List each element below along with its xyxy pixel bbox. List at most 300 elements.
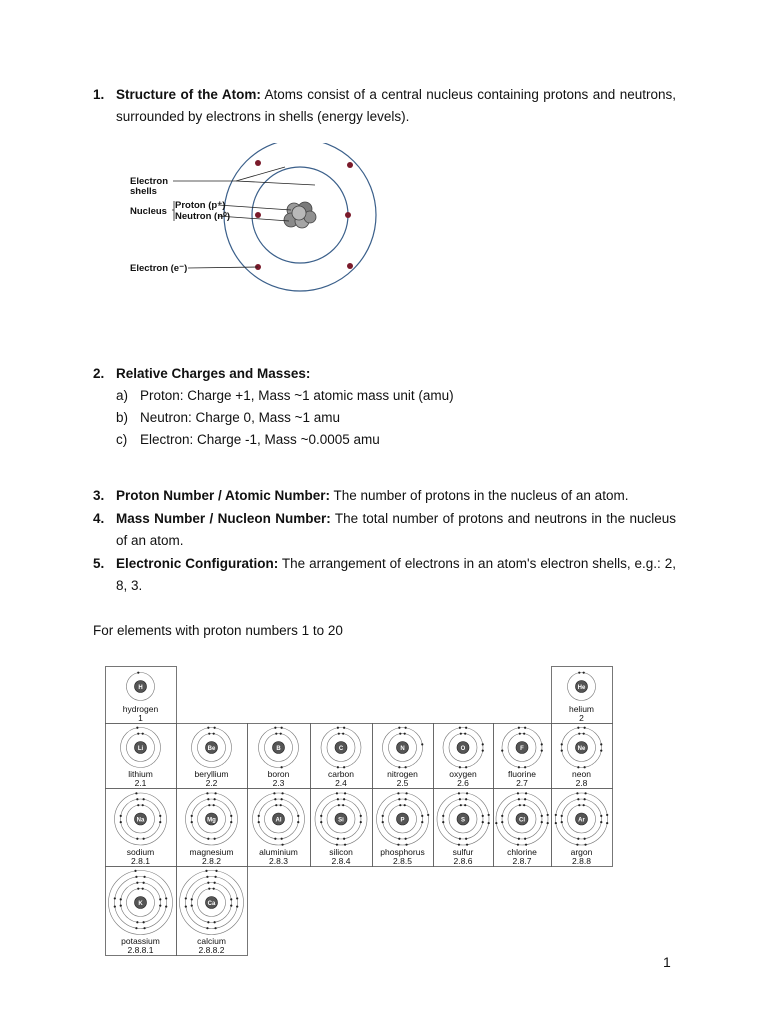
electron-dot — [421, 743, 423, 745]
electron-dot — [338, 804, 340, 806]
electron-dot — [541, 743, 543, 745]
section-mass-number — [93, 508, 676, 552]
element-cell-boron — [248, 724, 311, 789]
electron-dot — [206, 876, 208, 878]
electron-dot — [136, 921, 138, 923]
electron-dot — [213, 804, 215, 806]
element-cell-neon — [552, 724, 613, 789]
electron-dot — [583, 672, 585, 674]
electron-dot — [120, 898, 122, 900]
electron-dot — [382, 821, 384, 823]
element-name: chlorine — [507, 847, 537, 857]
electron-dot — [488, 822, 490, 824]
electron-dot — [230, 905, 232, 907]
electron-dot — [523, 733, 525, 735]
electron-dot — [561, 750, 563, 752]
section-electronic-configuration — [93, 553, 676, 597]
electron-dot — [360, 815, 362, 817]
element-symbol: Ne — [577, 746, 586, 752]
section-text: The total number of protons and neutrons in the nucleus of an atom. — [116, 511, 676, 548]
electron-dot — [405, 727, 407, 729]
element-name: beryllium — [194, 769, 229, 779]
electron-dot — [273, 792, 275, 794]
electron-dot — [577, 838, 579, 840]
electron-dot — [561, 743, 563, 745]
electron-dot — [578, 733, 580, 735]
element-name: potassium — [121, 936, 160, 946]
electron-dot — [274, 798, 276, 800]
electron-dot — [142, 804, 144, 806]
electron-dot — [274, 727, 276, 729]
electron-dot — [165, 897, 167, 899]
electron-dot — [360, 821, 362, 823]
electron-dot — [501, 750, 503, 752]
electron-dot — [208, 888, 210, 890]
element-config: 2.5 — [396, 778, 409, 788]
element-symbol: Ar — [578, 817, 585, 824]
electron-dot — [207, 727, 209, 729]
electron-dot — [214, 876, 216, 878]
electron-dot — [114, 897, 116, 899]
element-cell-aluminium — [248, 789, 311, 867]
electron-dot — [214, 927, 216, 929]
electron-dot — [524, 798, 526, 800]
electron-dot — [458, 792, 460, 794]
electron-dot — [501, 821, 503, 823]
element-symbol: Mg — [207, 817, 216, 824]
electron-dot — [191, 821, 193, 823]
table-intro: For elements with proton numbers 1 to 20 — [93, 623, 343, 638]
element-cell-sulfur — [434, 789, 494, 867]
electron-dot — [213, 733, 215, 735]
electron-dot — [398, 798, 400, 800]
electron-dot — [576, 844, 578, 846]
list-item: b) Neutron: Charge 0, Mass ~1 amu — [116, 410, 340, 425]
electron-dot — [114, 905, 116, 907]
element-cell-calcium — [177, 867, 248, 956]
atom-structure-diagram — [125, 143, 385, 303]
list-item: a) Proton: Charge +1, Mass ~1 atomic mass unit (amu) — [116, 388, 454, 403]
electron-dot — [137, 804, 139, 806]
electron-dot — [347, 162, 353, 168]
electron-dot — [583, 804, 585, 806]
element-name: lithium — [128, 769, 153, 779]
section-number: 2. — [93, 366, 105, 381]
element-cell-carbon — [311, 724, 373, 789]
electron-dot — [577, 727, 579, 729]
electron-dot — [427, 814, 429, 816]
electron-dot — [600, 821, 602, 823]
electron-dot — [134, 870, 136, 872]
electron-dot — [159, 821, 161, 823]
electron-dot — [280, 733, 282, 735]
electron-dot — [460, 733, 462, 735]
element-cell-phosphorus — [373, 789, 434, 867]
electron-dot — [523, 804, 525, 806]
electron-dot — [159, 815, 161, 817]
element-symbol: Be — [207, 746, 216, 752]
label-neutron: Neutron (n⁰) — [175, 211, 230, 222]
element-config: 2.6 — [457, 778, 469, 788]
section-title: Structure of the Atom: — [116, 87, 261, 102]
electron-dot — [336, 844, 338, 846]
electron-dot — [405, 798, 407, 800]
element-config: 2.8.8 — [572, 856, 591, 866]
section-text: Atoms consist of a central nucleus containing protons and neutrons, surrounded by electrons in shells (energy levels). — [116, 87, 676, 124]
electron-dot — [143, 876, 145, 878]
element-symbol: Li — [137, 746, 144, 752]
electron-dot — [255, 212, 261, 218]
electron-dot — [343, 838, 345, 840]
electron-dot — [281, 727, 283, 729]
electron-dot — [555, 822, 557, 824]
element-symbol: B — [276, 746, 281, 752]
electron-dot — [274, 838, 276, 840]
electron-dot — [214, 921, 216, 923]
element-cell-fluorine — [494, 724, 552, 789]
electron-dot — [495, 822, 497, 824]
electron-dot — [143, 838, 145, 840]
electron-dot — [345, 212, 351, 218]
electron-dot — [405, 844, 407, 846]
label-electron: Electron (e⁻) — [130, 263, 188, 274]
electron-dot — [606, 814, 608, 816]
electron-dot — [120, 905, 122, 907]
element-name: sulfur — [452, 847, 474, 857]
section-text: The arrangement of electrons in an atom's electron shells, e.g.: 2, 8, 3. — [116, 556, 677, 593]
electron-dot — [482, 821, 484, 823]
section-title: Electronic Configuration: — [116, 556, 279, 571]
electron-dot — [185, 897, 187, 899]
element-symbol: C — [338, 746, 344, 752]
nucleus — [284, 202, 316, 228]
electron-dot — [459, 838, 461, 840]
electron-dot — [584, 844, 586, 846]
element-symbol: Si — [338, 817, 344, 824]
electron-dot — [191, 815, 193, 817]
electron-dot — [517, 792, 519, 794]
electron-dot — [213, 888, 215, 890]
electron-dot — [482, 750, 484, 752]
electron-dot — [143, 927, 145, 929]
electron-dot — [405, 838, 407, 840]
electron-dot — [482, 815, 484, 817]
element-config: 2.8.6 — [453, 856, 473, 866]
electron-dot — [577, 798, 579, 800]
element-cell-magnesium — [177, 789, 248, 867]
electron-dot — [207, 798, 209, 800]
element-name: silicon — [329, 847, 353, 857]
element-cell-chlorine — [494, 789, 552, 867]
electron-dot — [555, 814, 557, 816]
electron-dot — [143, 921, 145, 923]
electron-dot — [344, 792, 346, 794]
element-symbol: H — [138, 685, 143, 691]
electron-dot — [460, 804, 462, 806]
section-text: The number of protons in the nucleus of an atom. — [330, 488, 629, 503]
electron-dot — [541, 821, 543, 823]
electron-dot — [230, 815, 232, 817]
electron-dot — [465, 727, 467, 729]
section-title: Mass Number / Nucleon Number: — [116, 511, 331, 526]
element-symbol: P — [400, 817, 405, 824]
element-cell-lithium — [106, 724, 177, 789]
electron-dot — [206, 792, 208, 794]
electron-dot — [136, 882, 138, 884]
electron-dot — [421, 815, 423, 817]
element-name: boron — [267, 769, 290, 779]
electron-dot — [397, 844, 399, 846]
element-name: phosphorus — [380, 847, 425, 857]
electron-dot — [137, 672, 139, 674]
element-cell-silicon — [311, 789, 373, 867]
electron-dot — [320, 815, 322, 817]
element-cell-hydrogen — [106, 667, 177, 724]
element-name: argon — [570, 847, 593, 857]
electron-dot — [236, 897, 238, 899]
electron-dot — [584, 727, 586, 729]
electron-dot — [214, 798, 216, 800]
electron-dot — [214, 838, 216, 840]
section-title: Proton Number / Atomic Number: — [116, 488, 331, 503]
electron-dot — [120, 815, 122, 817]
electron-dot — [230, 898, 232, 900]
electron-dot — [215, 870, 217, 872]
electron-dot — [214, 727, 216, 729]
element-config: 2.1 — [134, 778, 147, 788]
electron-dot — [297, 821, 299, 823]
electron-dot — [135, 792, 137, 794]
electron-dot — [143, 798, 145, 800]
element-symbol: Ca — [207, 901, 216, 907]
electron-dot — [191, 905, 193, 907]
element-name: nitrogen — [387, 769, 418, 779]
electron-dot — [578, 672, 580, 674]
section-relative-charges — [93, 363, 676, 385]
element-name: oxygen — [449, 769, 477, 779]
electron-dot — [347, 263, 353, 269]
electron-dot — [143, 882, 145, 884]
electron-dot — [275, 733, 277, 735]
electron-dot — [281, 844, 283, 846]
electron-dot — [135, 876, 137, 878]
electron-dot — [159, 898, 161, 900]
electron-dot — [488, 814, 490, 816]
electron-dot — [421, 821, 423, 823]
element-name: sodium — [126, 847, 155, 857]
electron-dot — [230, 821, 232, 823]
electron-dot — [518, 727, 520, 729]
electron-dot — [442, 815, 444, 817]
electron-configuration-table — [105, 666, 613, 956]
electron-dot — [518, 838, 520, 840]
electron-dot — [600, 815, 602, 817]
electron-dot — [275, 804, 277, 806]
section-number: 4. — [93, 511, 105, 526]
element-config: 2.8.7 — [512, 856, 532, 866]
electron-dot — [584, 838, 586, 840]
electron-dot — [600, 750, 602, 752]
element-name: magnesium — [189, 847, 234, 857]
electron-dot — [519, 733, 521, 735]
section-number: 1. — [93, 87, 105, 102]
electron-dot — [518, 798, 520, 800]
list-item: c) Electron: Charge -1, Mass ~0.0005 amu — [116, 432, 380, 447]
electron-dot — [397, 792, 399, 794]
electron-dot — [337, 727, 339, 729]
electron-dot — [578, 804, 580, 806]
element-config: 2.8.8.1 — [127, 945, 154, 955]
element-config: 2 — [579, 713, 584, 723]
electron-dot — [297, 815, 299, 817]
electron-dot — [398, 838, 400, 840]
electron-dot — [281, 798, 283, 800]
electron-dot — [136, 838, 138, 840]
element-name: carbon — [328, 769, 354, 779]
electron-dot — [214, 882, 216, 884]
electron-dot — [459, 727, 461, 729]
section-title: Relative Charges and Masses: — [116, 366, 311, 381]
electron-dot — [280, 804, 282, 806]
element-config: 1 — [138, 713, 143, 723]
electron-dot — [583, 733, 585, 735]
element-cell-potassium — [106, 867, 177, 956]
element-name: hydrogen — [122, 704, 159, 714]
electron-dot — [561, 815, 563, 817]
element-config: 2.8 — [575, 778, 588, 788]
electron-dot — [236, 905, 238, 907]
element-symbol: Na — [136, 817, 145, 824]
electron-dot — [281, 838, 283, 840]
electron-dot — [465, 838, 467, 840]
element-symbol: F — [520, 746, 524, 752]
electron-dot — [214, 792, 216, 794]
electron-dot — [382, 815, 384, 817]
element-name: neon — [572, 769, 591, 779]
electron-dot — [165, 905, 167, 907]
electron-dot — [398, 727, 400, 729]
electron-dot — [137, 733, 139, 735]
electron-dot — [205, 870, 207, 872]
electron-dot — [524, 838, 526, 840]
element-symbol: Cl — [519, 817, 525, 824]
electron-dot — [404, 804, 406, 806]
element-cell-argon — [552, 789, 613, 867]
element-symbol: He — [577, 685, 586, 691]
electron-dot — [120, 821, 122, 823]
electron-dot — [258, 821, 260, 823]
electron-dot — [142, 733, 144, 735]
electron-dot — [501, 815, 503, 817]
electron-dot — [541, 815, 543, 817]
electron-dot — [343, 798, 345, 800]
electron-dot — [584, 798, 586, 800]
electron-dot — [185, 905, 187, 907]
electron-dot — [320, 821, 322, 823]
electron-dot — [482, 743, 484, 745]
element-config: 2.8.1 — [131, 856, 150, 866]
element-name: calcium — [197, 936, 226, 946]
element-name: aluminium — [259, 847, 298, 857]
electron-dot — [207, 882, 209, 884]
label-nucleus: Nucleus — [130, 206, 167, 217]
electron-dot — [466, 844, 468, 846]
element-config: 2.7 — [516, 778, 528, 788]
label-electron-shells: Electron shells — [130, 176, 169, 197]
electron-dot — [336, 792, 338, 794]
electron-dot — [464, 733, 466, 735]
electron-dot — [561, 821, 563, 823]
electron-dot — [337, 838, 339, 840]
electron-dot — [465, 798, 467, 800]
electron-dot — [136, 727, 138, 729]
element-symbol: K — [138, 901, 143, 907]
electron-dot — [343, 727, 345, 729]
electron-dot — [207, 921, 209, 923]
element-config: 2.8.4 — [331, 856, 351, 866]
electron-dot — [344, 844, 346, 846]
section-proton-number — [93, 485, 676, 507]
electron-dot — [576, 792, 578, 794]
electron-dot — [525, 792, 527, 794]
element-config: 2.4 — [335, 778, 347, 788]
electron-dot — [342, 733, 344, 735]
section-number: 3. — [93, 488, 105, 503]
electron-dot — [337, 798, 339, 800]
electron-dot — [207, 838, 209, 840]
electron-dot — [524, 727, 526, 729]
electron-dot — [342, 804, 344, 806]
label-proton: Proton (p⁺) — [175, 200, 226, 211]
electron-dot — [338, 733, 340, 735]
electron-dot — [281, 792, 283, 794]
electron-dot — [442, 821, 444, 823]
element-name: fluorine — [508, 769, 536, 779]
electron-dot — [258, 815, 260, 817]
electron-dot — [458, 844, 460, 846]
electron-dot — [208, 733, 210, 735]
electron-dot — [255, 160, 261, 166]
electron-dot — [405, 792, 407, 794]
electron-dot — [206, 927, 208, 929]
element-cell-nitrogen — [373, 724, 434, 789]
element-config: 2.3 — [272, 778, 285, 788]
electron-dot — [142, 888, 144, 890]
element-name: helium — [568, 704, 595, 714]
electron-dot — [525, 844, 527, 846]
element-config: 2.8.5 — [393, 856, 412, 866]
electron-dot — [584, 792, 586, 794]
electron-dot — [399, 804, 401, 806]
element-config: 2.8.8.2 — [198, 945, 225, 955]
electron-dot — [159, 905, 161, 907]
element-cell-oxygen — [434, 724, 494, 789]
electron-dot — [547, 814, 549, 816]
electron-dot — [464, 804, 466, 806]
page-number: 1 — [663, 954, 671, 970]
element-config: 2.8.2 — [202, 856, 221, 866]
element-cell-sodium — [106, 789, 177, 867]
element-cell-beryllium — [177, 724, 248, 789]
electron-dot — [541, 750, 543, 752]
electron-dot — [191, 898, 193, 900]
section-number: 5. — [93, 556, 105, 571]
electron-dot — [519, 804, 521, 806]
electron-dot — [137, 888, 139, 890]
electron-dot — [208, 804, 210, 806]
element-cell-helium — [552, 667, 613, 724]
electron-dot — [466, 792, 468, 794]
